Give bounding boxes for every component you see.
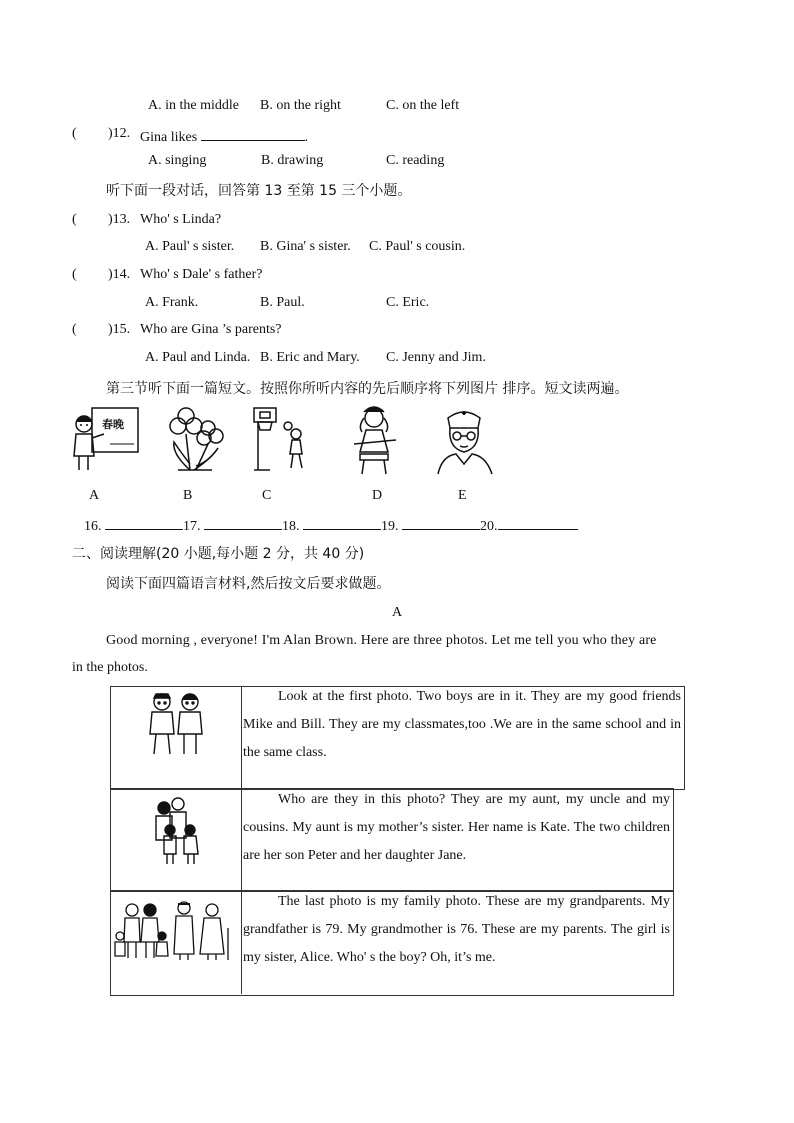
q15-option-b: B. Eric and Mary. (260, 350, 360, 365)
picture-label-b: B (183, 488, 193, 503)
q15-number: )15. (108, 322, 131, 337)
q11-option-c: C. on the left (386, 98, 460, 113)
q12-stem-text: Gina likes (140, 130, 198, 145)
q14-option-b: B. Paul. (260, 295, 305, 310)
photo-family (112, 898, 240, 962)
part2-instruction: 阅读下面四篇语言材料,然后按文后要求做题。 (106, 576, 391, 592)
answer-16-blank[interactable] (105, 515, 183, 530)
q12-stem (140, 126, 308, 146)
picture-c-basketball (250, 404, 312, 474)
answer-17-blank[interactable] (204, 515, 282, 530)
q12-option-c: C. reading (386, 153, 445, 168)
q12-option-a: A. singing (148, 153, 207, 168)
answer-18-blank[interactable] (303, 515, 381, 530)
dialogue-instruction: 听下面一段对话，回答第 13 至第 15 三个小题。 (106, 183, 412, 199)
q13-stem: Who' s Linda? (140, 212, 222, 227)
photo-aunt-uncle-cousins (150, 794, 206, 866)
q12-paren: ( (72, 126, 77, 141)
answer-19-label: 19. (381, 519, 399, 534)
part2-heading: 二、阅读理解(20 小题,每小题 2 分，共 40 分) (72, 546, 365, 562)
q13-option-a: A. Paul' s sister. (145, 239, 235, 254)
photo-two-boys (142, 690, 210, 758)
row-3-text: The last photo is my family photo. These are my grandparents. My grandfather is 79. My grandmother is 76. These are my parents. The girl is my sister, Alice. Who' s the boy? Oh, it’s me. (243, 894, 670, 965)
q11-option-a: A. in the middle (148, 98, 239, 113)
q12-stem-end: . (304, 130, 309, 145)
q15-option-a: A. Paul and Linda. (145, 350, 251, 365)
answer-19-blank[interactable] (402, 515, 480, 530)
picture-label-a: A (89, 488, 100, 503)
q12-option-b: B. drawing (261, 153, 324, 168)
answer-16-label: 16. (84, 519, 102, 534)
picture-d-girl-playing (350, 404, 400, 476)
answer-blanks-row (84, 515, 578, 535)
answer-20-label: 20. (480, 519, 498, 534)
picture-label-e: E (458, 488, 467, 503)
answer-17-label: 17. (183, 519, 201, 534)
q14-stem: Who' s Dale' s father? (140, 267, 263, 282)
q15-option-c: C. Jenny and Jim. (386, 350, 486, 365)
picture-b-flowers (164, 404, 226, 476)
q13-paren: ( (72, 212, 77, 227)
row-divider-3 (241, 890, 242, 994)
q14-option-a: A. Frank. (145, 295, 199, 310)
passage-a-label: A (392, 605, 403, 620)
board-text: 春晚 (102, 418, 124, 431)
section3-instruction: 第三节听下面一篇短文。按照你所听内容的先后顺序将下列图片 排序。短文读两遍。 (106, 381, 629, 397)
q13-option-b: B. Gina' s sister. (260, 239, 351, 254)
answer-20-blank[interactable] (498, 515, 578, 530)
q12-number: )12. (108, 126, 131, 141)
picture-label-d: D (372, 488, 383, 503)
answer-18-label: 18. (282, 519, 300, 534)
passage-a-intro-cont: in the photos. (72, 660, 148, 675)
q13-number: )13. (108, 212, 131, 227)
row-1-text: Look at the first photo. Two boys are in it. They are my good friends Mike and Bill. They are my classmates,too .We are in the same school and in the same class. (243, 689, 681, 760)
q13-option-c: C. Paul' s cousin. (369, 239, 466, 254)
row-divider-2 (241, 788, 242, 890)
q11-option-b: B. on the right (260, 98, 341, 113)
q14-option-c: C. Eric. (386, 295, 430, 310)
q14-number: )14. (108, 267, 131, 282)
q15-stem: Who are Gina ’s parents? (140, 322, 282, 337)
q15-paren: ( (72, 322, 77, 337)
picture-e-doctor (434, 404, 496, 476)
passage-a-intro: Good morning , everyone! I'm Alan Brown. Here are three photos. Let me tell you who they are (106, 633, 657, 648)
row-2-text: Who are they in this photo? They are my aunt, my uncle and my cousins. My aunt is my mother’s sister. Her name is Kate. The two children are her son Peter and her daughter Jane. (243, 792, 670, 863)
q14-paren: ( (72, 267, 77, 282)
q12-answer-blank[interactable] (201, 126, 305, 141)
row-divider-1 (241, 686, 242, 788)
picture-label-c: C (262, 488, 272, 503)
picture-a-teacher-board (70, 404, 140, 474)
